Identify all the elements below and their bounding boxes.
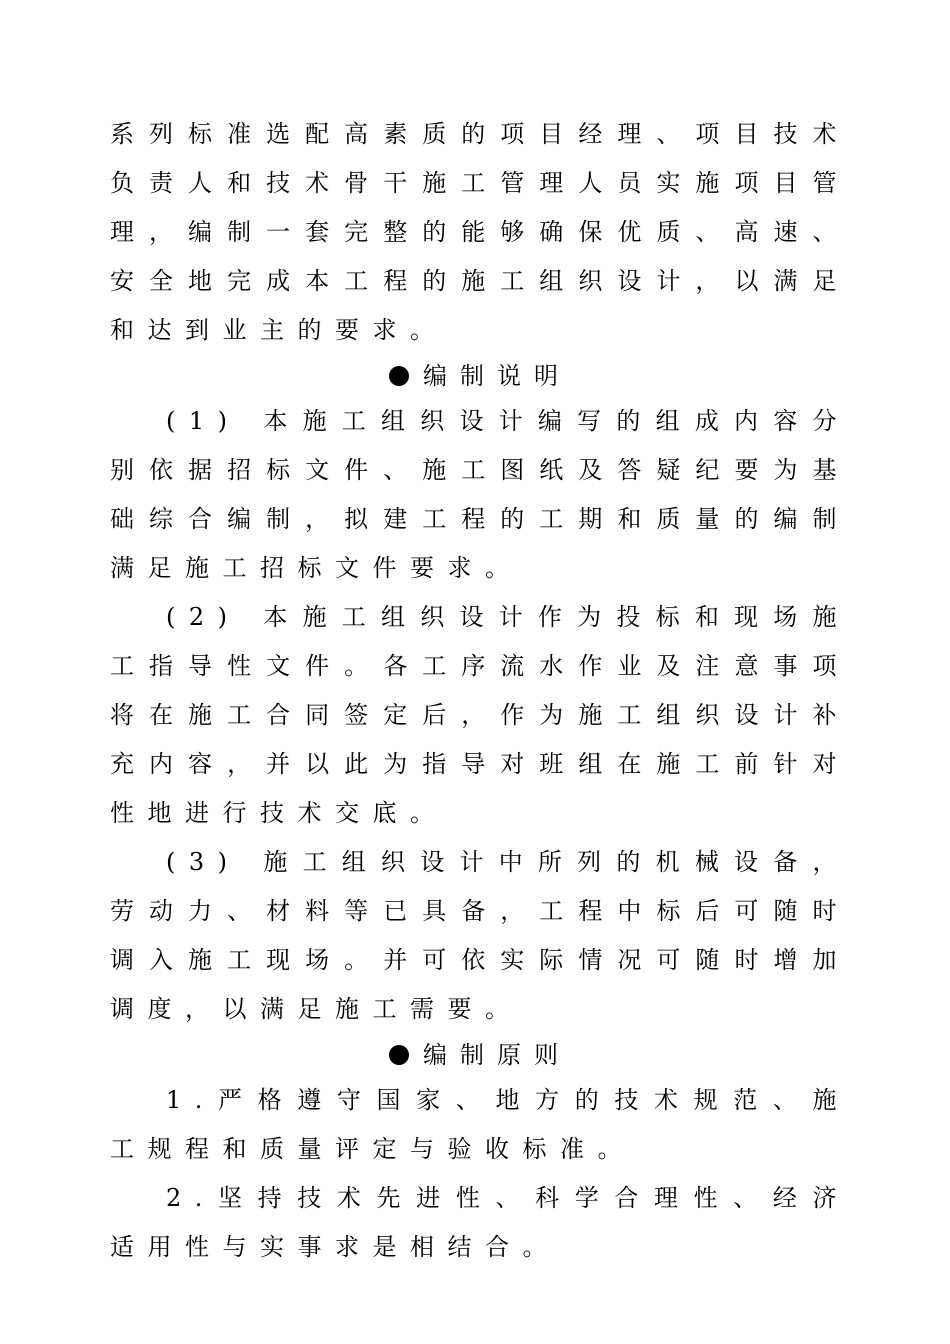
notes-item-2: (2) 本施工组织设计作为投标和现场施工指导性文件。各工序流水作业及注意事项将在施工合同签定后，作为施工组织设计补充内容，并以此为指导对班组在施工前针对性地进行技术交底。: [110, 603, 850, 827]
bullet-icon: [389, 1045, 409, 1065]
section-title: 编制原则: [423, 1041, 571, 1069]
document-page: [110, 110, 850, 1272]
section-title: 编制说明: [423, 362, 571, 390]
notes-item-1: (1) 本施工组织设计编写的组成内容分别依据招标文件、施工图纸及答疑纪要为基础综合编制，拟建工程的工期和质量的编制满足施工招标文件要求。: [110, 407, 850, 582]
principles-item-2: 2.坚持技术先进性、科学合理性、经济适用性与实事求是相结合。: [110, 1184, 850, 1261]
notes-item-3: (3) 施工组织设计中所列的机械设备，劳动力、材料等已具备，工程中标后可随时调入施工现场。并可依实际情况可随时增加调度，以满足施工需要。: [110, 848, 850, 1023]
section-heading-compilation-principles: [110, 1031, 850, 1080]
intro-paragraph: 系列标准选配高素质的项目经理、项目技术负责人和技术骨干施工管理人员实施项目管理，编制一套完整的能够确保优质、高速、安全地完成本工程的施工组织设计，以满足和达到业主的要求。: [110, 120, 850, 344]
section-heading-compilation-notes: [110, 352, 850, 401]
principles-item-1: 1.严格遵守国家、地方的技术规范、施工规程和质量评定与验收标准。: [110, 1086, 850, 1163]
bullet-icon: [389, 366, 409, 386]
